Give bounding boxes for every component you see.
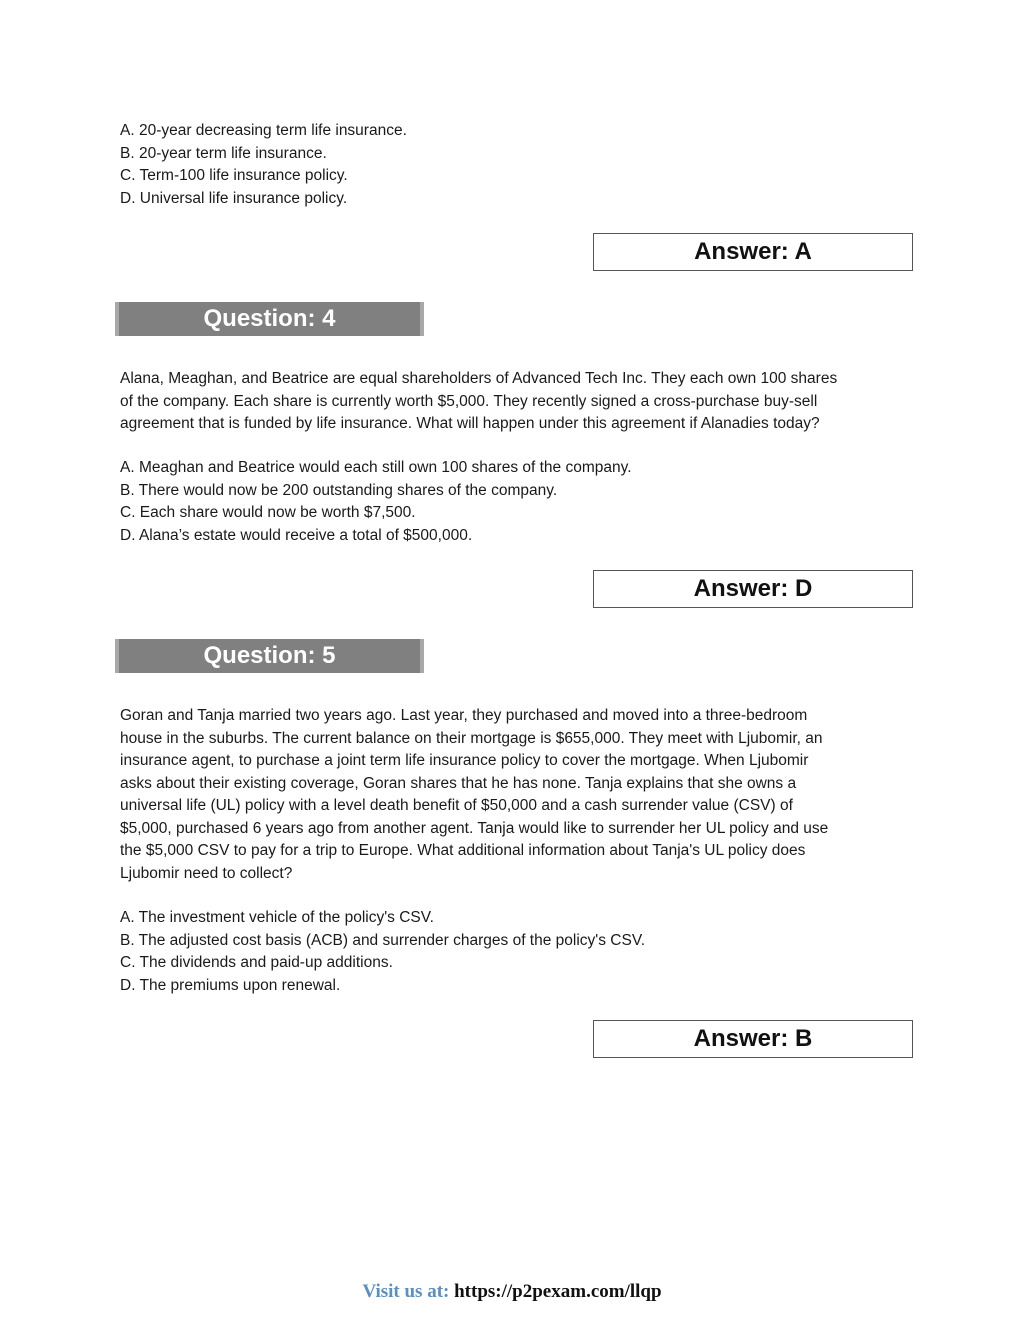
q5-stem-line-8: Ljubomir need to collect?: [120, 864, 293, 882]
q5-stem-line-2: house in the suburbs. The current balance on their mortgage is $655,000. They meet with Ljubomir, an: [120, 729, 823, 747]
footer: [0, 1281, 1024, 1303]
q4-option-a: A. Meaghan and Beatrice would each still own 100 shares of the company.: [120, 459, 632, 476]
q3-answer-text: Answer: A: [694, 238, 812, 265]
q4-header-text: Question: 4: [203, 305, 336, 332]
q5-answer-box: [593, 1020, 913, 1058]
q5-option-c: C. The dividends and paid-up additions.: [120, 954, 393, 971]
q4-option-d: D. Alana’s estate would receive a total of $500,000.: [120, 526, 473, 544]
footer-lead: Visit us at:: [362, 1281, 450, 1302]
q4-stem-line-1: Alana, Meaghan, and Beatrice are equal shareholders of Advanced Tech Inc. They each own 100 shares: [120, 370, 838, 387]
q5-options: [120, 907, 910, 997]
q3-option-b: B. 20-year term life insurance.: [120, 144, 327, 162]
q5-stem-line-6: $5,000, purchased 6 years ago from another agent. Tanja would like to surrender her UL policy and use: [120, 819, 829, 837]
q3-option-a: A. 20-year decreasing term life insurance.: [120, 122, 407, 139]
q4-option-b: B. There would now be 200 outstanding shares of the company.: [120, 481, 558, 499]
footer-url-link[interactable]: https://p2pexam.com/llqp: [454, 1281, 662, 1302]
q5-stem-line-4: asks about their existing coverage, Goran shares that he has none. Tanja explains that she owns a: [120, 774, 797, 792]
q5-answer-text: Answer: B: [693, 1025, 813, 1052]
q4-options: [120, 457, 910, 547]
q5-header-text: Question: 5: [203, 642, 336, 669]
q4-stem: [120, 368, 910, 436]
q4-header: [115, 302, 424, 336]
q5-stem-line-3: insurance agent, to purchase a joint term life insurance policy to cover the mortgage. When Ljubomir: [120, 752, 809, 769]
q4-answer-text: Answer: D: [693, 575, 813, 602]
q5-stem-line-5: universal life (UL) policy with a level death benefit of $50,000 and a cash surrender value (CSV) of: [120, 797, 793, 814]
q4-option-c: C. Each share would now be worth $7,500.: [120, 504, 416, 521]
q5-stem-line-1: Goran and Tanja married two years ago. Last year, they purchased and moved into a three-bedroom: [120, 707, 808, 724]
q4-stem-line-3: agreement that is funded by life insurance. What will happen under this agreement if Alanadies today?: [120, 415, 820, 432]
q4-stem-line-2: of the company. Each share is currently worth $5,000. They recently signed a cross-purchase buy-sell: [120, 392, 818, 410]
q5-option-d: D. The premiums upon renewal.: [120, 976, 341, 994]
q5-stem: [120, 705, 910, 885]
q4-answer-box: [593, 570, 913, 608]
q3-option-d: D. Universal life insurance policy.: [120, 189, 348, 207]
q3-option-c: C. Term-100 life insurance policy.: [120, 167, 348, 184]
q5-stem-line-7: the $5,000 CSV to pay for a trip to Europe. What additional information about Tanja's UL policy does: [120, 842, 806, 859]
q5-option-b: B. The adjusted cost basis (ACB) and surrender charges of the policy's CSV.: [120, 931, 646, 949]
q5-header: [115, 639, 424, 673]
q5-option-a: A. The investment vehicle of the policy's CSV.: [120, 909, 434, 926]
q3-options: [120, 120, 910, 210]
q3-answer-box: [593, 233, 913, 271]
